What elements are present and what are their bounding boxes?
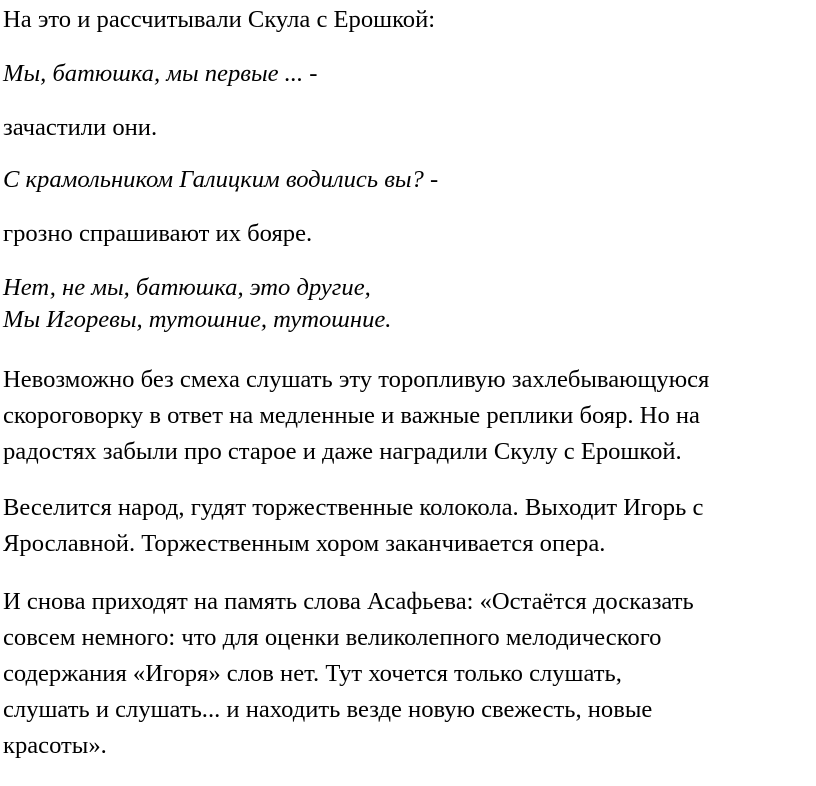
quote-line: Нет, не мы, батюшка, это другие, [3,274,371,301]
text-line: скороговорку в ответ на медленные и важные реплики бояр. Но на [3,402,700,429]
body-paragraph [3,584,694,764]
narration-paragraph: грозно спрашивают их бояре. [3,220,313,247]
text-line: красоты». [3,732,107,759]
text-line: совсем немного: что для оценки великолепного мелодического [3,624,662,651]
body-paragraph [3,362,709,470]
libretto-quote-line: Мы, батюшка, мы первые ... - [3,60,318,87]
text-line: содержания «Игоря» слов нет. Тут хочется только слушать, [3,660,622,687]
narration-paragraph: зачастили они. [3,114,158,141]
text-line: Невозможно без смеха слушать эту торопливую захлебывающуюся [3,366,710,393]
text-line: Веселится народ, гудят торжественные колокола. Выходит Игорь с [3,494,704,521]
libretto-quote-block [3,272,391,336]
text-line: И снова приходят на память слова Асафьева: «Остаётся досказать [3,588,694,615]
body-paragraph [3,490,703,562]
libretto-quote-line: С крамольником Галицким водились вы? - [3,166,439,193]
quote-line: Мы Игоревы, тутошние, тутошние. [3,306,392,333]
text-line: Ярославной. Торжественным хором заканчивается опера. [3,530,606,557]
text-line: радостях забыли про старое и даже наградили Скулу с Ерошкой. [3,438,682,465]
text-line: слушать и слушать... и находить везде новую свежесть, новые [3,696,653,723]
narration-paragraph: На это и рассчитывали Скула с Ерошкой: [3,6,436,33]
